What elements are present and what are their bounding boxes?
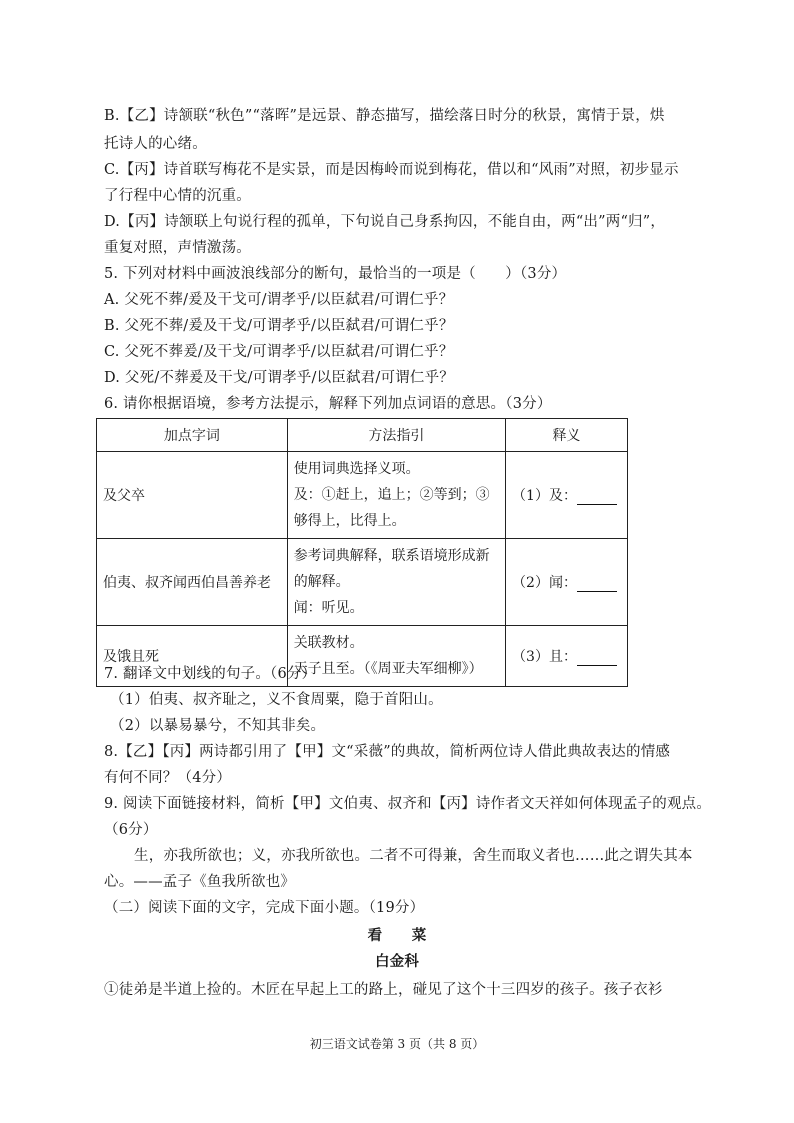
row2-answer-blank[interactable] [577, 577, 617, 592]
q9-line2: （6分） [104, 822, 158, 838]
row3-answer-label: （3）且： [512, 649, 577, 665]
option-b-line1: B.【乙】诗颔联“秋色”“落晖”是远景、静态描写，描绘落日时分的秋景，寓情于景，烘 [104, 108, 665, 124]
q7-sentence2: （2）以暴易暴兮，不知其非矣。 [110, 718, 326, 734]
row1-answer-cell [506, 452, 628, 539]
q5-option-b: B. 父死不葬/爰及干戈/可谓孝乎/以臣弑君/可谓仁乎？ [104, 318, 454, 334]
q9-quote-line2: 心。——孟子《鱼我所欲也》 [104, 874, 296, 890]
row2-method-line2: 的解释。 [293, 574, 350, 590]
header-word: 加点字词 [97, 419, 288, 452]
q5-option-d: D. 父死/不葬爰及干戈/可谓孝乎/以臣弑君/可谓仁乎？ [104, 370, 454, 386]
option-c-line1: C.【丙】诗首联写梅花不是实景，而是因梅岭而说到梅花，借以和“风雨”对照，初步显示 [104, 162, 679, 178]
row1-answer-label: （1）及： [512, 488, 577, 504]
q8-line2: 有何不同？（4分） [104, 770, 232, 786]
row1-method-line2: 及：①赶上，追上；②等到；③ [293, 487, 490, 503]
story-author: 白金科 [374, 953, 420, 970]
row2-method [287, 539, 505, 626]
q6-stem: 6. 请你根据语境，参考方法提示，解释下列加点词语的意思。（3分） [104, 396, 552, 412]
option-d-line1: D.【丙】诗颔联上句说行程的孤单，下句说自己身系拘囚，不能自由，两“出”两“归”， [104, 214, 666, 230]
row1-method-line3: 够得上，比得上。 [293, 513, 406, 529]
q5-stem: 5. 下列对材料中画波浪线部分的断句，最恰当的一项是（ ）（3分） [104, 266, 567, 282]
row2-method-line3: 闻：听见。 [293, 600, 364, 616]
option-c-line2: 了行程中心情的沉重。 [104, 188, 251, 204]
page-footer: 初三语文试卷第 3 页（共 8 页） [309, 1037, 485, 1051]
row2-word: 伯夷、叔齐闻西伯昌善养老 [97, 539, 288, 626]
row3-method-line2: 天子且至。（《周亚夫军细柳》） [293, 661, 483, 677]
row2-answer-cell [506, 539, 628, 626]
row2-method-line1: 参考词典解释，联系语境形成新 [293, 548, 490, 564]
row1-word: 及父卒 [97, 452, 288, 539]
q7-stem: 7. 翻译文中划线的句子。（6分） [104, 666, 317, 682]
row3-answer-blank[interactable] [577, 651, 617, 666]
method-table [96, 418, 628, 687]
option-d-line2: 重复对照，声情激荡。 [104, 240, 251, 256]
row3-word: 及饿且死 [97, 626, 288, 687]
row1-method-line1: 使用词典选择义项。 [293, 461, 420, 477]
row3-method [287, 626, 505, 687]
row1-answer-blank[interactable] [577, 490, 617, 505]
row1-method [287, 452, 505, 539]
section2-heading: （二）阅读下面的文字，完成下面小题。（19分） [104, 900, 425, 916]
story-title: 看 菜 [367, 927, 427, 944]
header-answer: 释义 [506, 419, 628, 452]
row3-answer-cell [506, 626, 628, 687]
option-b-line2: 托诗人的心绪。 [104, 136, 207, 152]
q5-option-c: C. 父死不葬爰/及干戈/可谓孝乎/以臣弑君/可谓仁乎？ [104, 344, 454, 360]
q5-option-a: A. 父死不葬/爰及干戈可/谓孝乎/以臣弑君/可谓仁乎？ [104, 292, 454, 308]
q9-line1: 9. 阅读下面链接材料，简析【甲】文伯夷、叔齐和【丙】诗作者文天祥如何体现孟子的观点。 [104, 796, 712, 812]
row2-answer-label: （2）闻： [512, 575, 577, 591]
q9-quote-line1: 生，亦我所欲也；义，亦我所欲也。二者不可得兼，舍生而取义者也……此之谓失其本 [134, 848, 693, 864]
q8-line1: 8.【乙】【丙】两诗都引用了【甲】文“采薇”的典故，简析两位诗人借此典故表达的情感 [104, 744, 671, 760]
q7-sentence1: （1）伯夷、叔齐耻之，义不食周粟，隐于首阳山。 [110, 692, 443, 708]
story-paragraph1: ①徒弟是半道上捡的。木匠在早起上工的路上，碰见了这个十三四岁的孩子。孩子衣衫 [104, 982, 663, 998]
header-method: 方法指引 [287, 419, 505, 452]
row3-method-line1: 关联教材。 [293, 635, 364, 651]
